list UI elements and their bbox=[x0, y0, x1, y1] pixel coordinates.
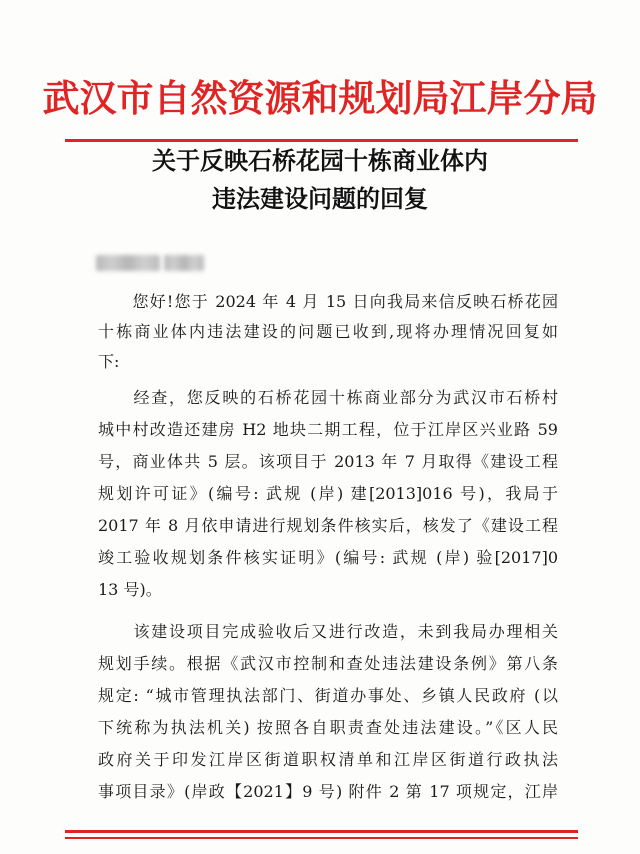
redaction-blur bbox=[96, 255, 160, 271]
paragraph-2-line-4: 规划许可证》(编号: 武规 (岸) 建[2013]016 号)，我局于 bbox=[98, 484, 558, 503]
redaction-blur bbox=[164, 255, 204, 271]
footer-red-rule-thick bbox=[65, 830, 578, 833]
paragraph-1-line-3: 下: bbox=[98, 352, 120, 371]
letterhead-red-rule bbox=[65, 139, 578, 142]
paragraph-2-line-2: 城中村改造还建房 H2 地块二期工程，位于江岸区兴业路 59 bbox=[98, 420, 558, 439]
paragraph-2-line-3: 号，商业体共 5 层。该项目于 2013 年 7 月取得《建设工程 bbox=[98, 452, 558, 471]
paragraph-2-line-5: 2017 年 8 月依申请进行规划条件核实后，核发了《建设工程 bbox=[98, 516, 558, 535]
paragraph-1-line-1: 您好!您于 2024 年 4 月 15 日向我局来信反映石桥花园 bbox=[98, 292, 558, 311]
addressee-redacted bbox=[96, 250, 208, 276]
paragraph-3-line-6: 事项目录》(岸政【2021】9 号) 附件 2 第 17 项规定，江岸 bbox=[98, 782, 558, 801]
document-title-line-1: 关于反映石桥花园十栋商业体内 bbox=[152, 147, 488, 175]
paragraph-3-line-1: 该建设项目完成验收后又进行改造，未到我局办理相关 bbox=[98, 622, 558, 641]
paragraph-2-line-1: 经查，您反映的石桥花园十栋商业部分为武汉市石桥村 bbox=[98, 388, 558, 407]
paragraph-3-line-5: 政府关于印发江岸区街道职权清单和江岸区街道行政执法 bbox=[98, 750, 558, 769]
letterhead-org-name: 武汉市自然资源和规划局江岸分局 bbox=[42, 76, 598, 120]
paragraph-3-line-4: 下统称为执法机关) 按照各自职责查处违法建设。”《区人民 bbox=[98, 718, 558, 737]
paragraph-3-line-3: 规定: “城市管理执法部门、街道办事处、乡镇人民政府 (以 bbox=[98, 686, 558, 705]
paragraph-1-line-2: 十栋商业体内违法建设的问题已收到,现将办理情况回复如 bbox=[98, 322, 558, 341]
footer-red-rule-thin bbox=[65, 837, 578, 839]
paragraph-2-line-7: 13 号)。 bbox=[98, 580, 162, 599]
paragraph-3-line-2: 规划手续。根据《武汉市控制和查处违法建设条例》第八条 bbox=[98, 654, 558, 673]
document-title-line-2: 违法建设问题的回复 bbox=[212, 185, 428, 213]
paragraph-2-line-6: 竣工验收规划条件核实证明》(编号: 武规 (岸) 验[2017]0 bbox=[98, 548, 558, 567]
